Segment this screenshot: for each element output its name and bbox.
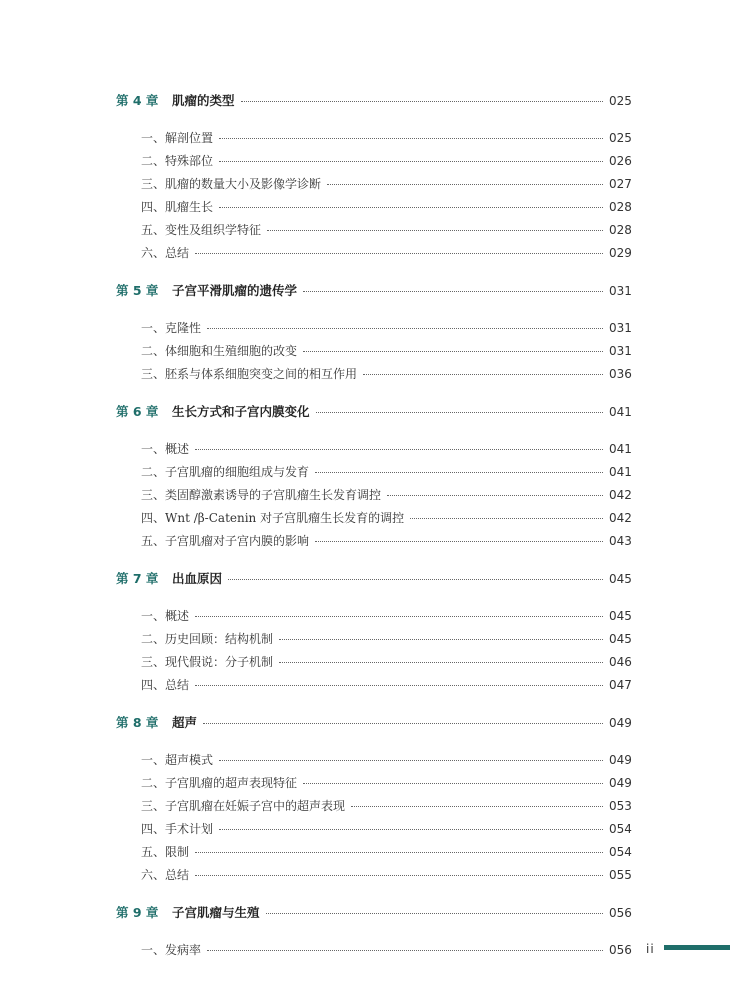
section-title: 一、概述 — [141, 442, 190, 456]
chapter-title: 超声 — [172, 715, 198, 730]
section-page-number: 042 — [609, 488, 632, 502]
section-title: 二、特殊部位 — [141, 154, 214, 168]
section-title: 一、克隆性 — [141, 321, 202, 335]
chapter-page-number: 045 — [609, 572, 632, 586]
chapter-page-number: 031 — [609, 284, 632, 298]
toc-section-row[interactable] — [116, 866, 631, 889]
section-title: 六、总结 — [141, 246, 190, 260]
dot-leader — [363, 374, 603, 375]
section-page-number: 025 — [609, 131, 632, 145]
spacer — [116, 927, 631, 941]
section-title: 一、超声模式 — [141, 753, 214, 767]
dot-leader — [267, 230, 603, 231]
toc-section-row[interactable] — [116, 774, 631, 797]
dot-leader — [207, 950, 603, 951]
section-title: 六、总结 — [141, 868, 190, 882]
section-page-number: 027 — [609, 177, 632, 191]
dot-leader — [303, 291, 603, 292]
section-page-number: 047 — [609, 678, 632, 692]
section-page-number: 026 — [609, 154, 632, 168]
toc-section-row[interactable] — [116, 676, 631, 699]
spacer — [116, 699, 631, 713]
dot-leader — [266, 913, 603, 914]
chapter-number: 第 6 章 — [116, 404, 159, 419]
dot-leader — [316, 412, 603, 413]
toc-section-row[interactable] — [116, 486, 631, 509]
toc-section-row[interactable] — [116, 797, 631, 820]
section-page-number: 045 — [609, 632, 632, 646]
dot-leader — [219, 138, 603, 139]
section-page-number: 045 — [609, 609, 632, 623]
section-title: 三、胚系与体系细胞突变之间的相互作用 — [141, 367, 358, 381]
chapter-page-number: 056 — [609, 906, 632, 920]
dot-leader — [279, 639, 603, 640]
chapter-page-number: 025 — [609, 94, 632, 108]
section-title: 四、肌瘤生长 — [141, 200, 214, 214]
chapter-page-number: 049 — [609, 716, 632, 730]
toc-section-row[interactable] — [116, 342, 631, 365]
section-page-number: 054 — [609, 822, 632, 836]
toc-section-row[interactable] — [116, 941, 631, 964]
chapter-title: 生长方式和子宫内膜变化 — [172, 404, 310, 419]
toc-section-row[interactable] — [116, 244, 631, 267]
section-page-number: 055 — [609, 868, 632, 882]
section-page-number: 031 — [609, 321, 632, 335]
section-page-number: 046 — [609, 655, 632, 669]
chapter-number: 第 5 章 — [116, 283, 159, 298]
chapter-number: 第 4 章 — [116, 93, 159, 108]
spacer — [116, 593, 631, 607]
spacer — [116, 737, 631, 751]
toc-chapter-row[interactable] — [116, 402, 631, 426]
section-page-number: 041 — [609, 465, 632, 479]
section-page-number: 054 — [609, 845, 632, 859]
dot-leader — [410, 518, 603, 519]
toc-section-row[interactable] — [116, 129, 631, 152]
spacer — [116, 305, 631, 319]
toc-section-row[interactable] — [116, 319, 631, 342]
toc-section-row[interactable] — [116, 463, 631, 486]
section-page-number: 056 — [609, 943, 632, 957]
dot-leader — [195, 449, 603, 450]
chapter-title: 出血原因 — [172, 571, 223, 586]
dot-leader — [195, 875, 603, 876]
section-page-number: 028 — [609, 200, 632, 214]
section-title: 三、类固醇激素诱导的子宫肌瘤生长发育调控 — [141, 488, 382, 502]
chapter-title: 肌瘤的类型 — [172, 93, 235, 108]
section-page-number: 042 — [609, 511, 632, 525]
toc-section-row[interactable] — [116, 152, 631, 175]
section-title: 一、解剖位置 — [141, 131, 214, 145]
dot-leader — [315, 541, 603, 542]
section-title: 三、现代假说：分子机制 — [141, 655, 274, 669]
spacer — [116, 555, 631, 569]
dot-leader — [219, 829, 603, 830]
dot-leader — [228, 579, 603, 580]
section-title: 二、子宫肌瘤的细胞组成与发育 — [141, 465, 310, 479]
dot-leader — [219, 760, 603, 761]
chapter-number: 第 8 章 — [116, 715, 159, 730]
section-title: 四、手术计划 — [141, 822, 214, 836]
dot-leader — [303, 351, 603, 352]
dot-leader — [387, 495, 603, 496]
spacer — [116, 267, 631, 281]
toc-chapter-row[interactable] — [116, 91, 631, 115]
dot-leader — [195, 685, 603, 686]
toc-section-row[interactable] — [116, 365, 631, 388]
dot-leader — [195, 253, 603, 254]
chapter-number: 第 7 章 — [116, 571, 159, 586]
section-title: 三、子宫肌瘤在妊娠子宫中的超声表现 — [141, 799, 346, 813]
section-page-number: 049 — [609, 753, 632, 767]
chapter-page-number: 041 — [609, 405, 632, 419]
section-page-number: 031 — [609, 344, 632, 358]
chapter-title: 子宫肌瘤与生殖 — [172, 905, 260, 920]
section-title: 一、概述 — [141, 609, 190, 623]
section-title: 三、肌瘤的数量大小及影像学诊断 — [141, 177, 322, 191]
toc-section-row[interactable] — [116, 630, 631, 653]
toc-section-row[interactable] — [116, 532, 631, 555]
dot-leader — [327, 184, 603, 185]
toc-section-row[interactable] — [116, 843, 631, 866]
section-page-number: 029 — [609, 246, 632, 260]
section-title: 五、限制 — [141, 845, 190, 859]
toc-chapter-row[interactable] — [116, 713, 631, 737]
toc-section-row[interactable] — [116, 607, 631, 630]
dot-leader — [241, 101, 603, 102]
section-page-number: 049 — [609, 776, 632, 790]
section-title: 一、发病率 — [141, 943, 202, 957]
toc-chapter-row[interactable] — [116, 281, 631, 305]
section-page-number: 041 — [609, 442, 632, 456]
dot-leader — [303, 783, 603, 784]
dot-leader — [351, 806, 603, 807]
toc-section-row[interactable] — [116, 751, 631, 774]
section-page-number: 036 — [609, 367, 632, 381]
section-title: 五、子宫肌瘤对子宫内膜的影响 — [141, 534, 310, 548]
toc-section-row[interactable] — [116, 175, 631, 198]
chapter-title: 子宫平滑肌瘤的遗传学 — [172, 283, 298, 298]
dot-leader — [279, 662, 603, 663]
footer-page-number: ii — [646, 942, 655, 956]
dot-leader — [195, 852, 603, 853]
spacer — [116, 426, 631, 440]
section-page-number: 028 — [609, 223, 632, 237]
table-of-contents — [116, 91, 631, 964]
section-title: 二、体细胞和生殖细胞的改变 — [141, 344, 298, 358]
dot-leader — [219, 207, 603, 208]
dot-leader — [315, 472, 603, 473]
toc-section-row[interactable] — [116, 440, 631, 463]
toc-section-row[interactable] — [116, 509, 631, 532]
footer-accent-bar — [664, 945, 730, 950]
dot-leader — [195, 616, 603, 617]
section-page-number: 053 — [609, 799, 632, 813]
spacer — [116, 388, 631, 402]
section-page-number: 043 — [609, 534, 632, 548]
toc-section-row[interactable] — [116, 820, 631, 843]
section-title: 四、Wnt /β-Catenin 对子宫肌瘤生长发育的调控 — [141, 511, 405, 525]
dot-leader — [219, 161, 603, 162]
spacer — [116, 889, 631, 903]
section-title: 二、历史回顾：结构机制 — [141, 632, 274, 646]
toc-section-row[interactable] — [116, 221, 631, 244]
toc-section-row[interactable] — [116, 653, 631, 676]
toc-section-row[interactable] — [116, 198, 631, 221]
toc-chapter-row[interactable] — [116, 569, 631, 593]
chapter-number: 第 9 章 — [116, 905, 159, 920]
section-title: 五、变性及组织学特征 — [141, 223, 262, 237]
dot-leader — [207, 328, 603, 329]
toc-chapter-row[interactable] — [116, 903, 631, 927]
dot-leader — [203, 723, 603, 724]
spacer — [116, 115, 631, 129]
section-title: 二、子宫肌瘤的超声表现特征 — [141, 776, 298, 790]
section-title: 四、总结 — [141, 678, 190, 692]
